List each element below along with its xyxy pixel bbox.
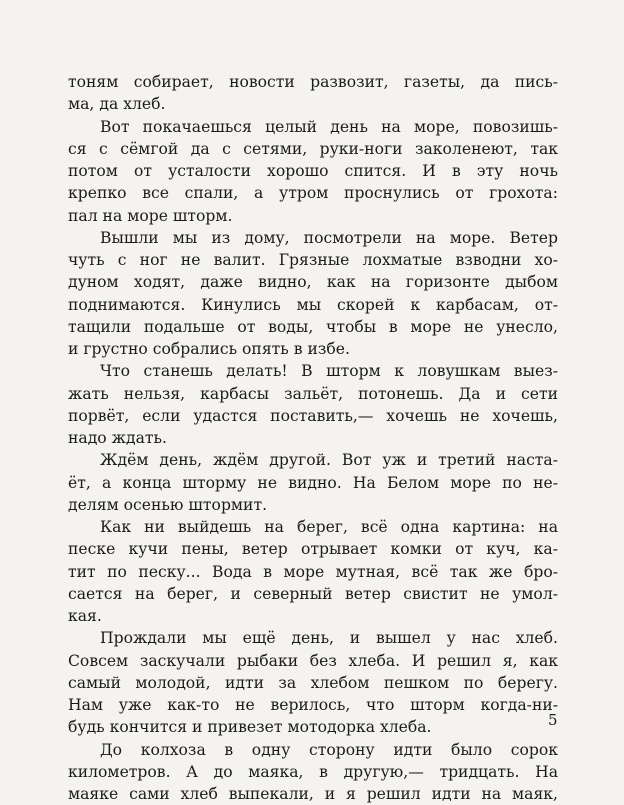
text-line: До колхоза в одну сторону идти было сорок — [100, 740, 558, 759]
text-line: поднимаются. Кинулись мы скорей к карбасам, от- — [68, 295, 558, 314]
body-text — [68, 71, 558, 805]
text-line: тащили подальше от воды, чтобы в море не унесло, — [68, 317, 558, 336]
text-line: будь кончится и привезет мотодорка хлеба. — [68, 718, 432, 737]
text-line: пал на море шторм. — [68, 206, 233, 225]
page-number: 5 — [548, 711, 558, 729]
text-line: Ждём день, ждём другой. Вот уж и третий наста- — [100, 451, 558, 470]
text-line: Вот покачаешься целый день на море, повозишь- — [100, 117, 558, 136]
text-line: самый молодой, идти за хлебом пешком по берегу. — [68, 673, 558, 692]
text-line: тит по песку... Вода в море мутная, всё так же бро- — [68, 562, 558, 581]
text-line: чуть с ног не валит. Грязные лохматые взводни хо- — [68, 251, 558, 269]
text-line: Вышли мы из дому, посмотрели на море. Ветер — [100, 228, 558, 247]
text-line: ёт, а конца шторму не видно. На Белом море по не- — [68, 473, 558, 492]
text-line: потом от усталости хорошо спится. И в эту ночь — [68, 162, 558, 180]
text-line: песке кучи пены, ветер отрывает комки от куч, ка- — [68, 540, 558, 559]
text-line: крепко все спали, а утром проснулись от грохота: — [68, 184, 558, 203]
text-line: сается на берег, и северный ветер свистит не умол- — [68, 584, 558, 603]
text-line: кая. — [68, 607, 102, 625]
text-line: дуном ходят, даже видно, как на горизонте дыбом — [68, 273, 558, 292]
text-line: Как ни выйдешь на берег, всё одна картина: на — [100, 518, 558, 536]
text-line: ся с сёмгой да с сетями, руки-ноги заколенеют, так — [68, 139, 558, 158]
text-line: порвёт, если удастся поставить,— хочешь не хочешь, — [68, 406, 558, 425]
text-line: делям осенью штормит. — [68, 495, 268, 514]
text-line: ма, да хлеб. — [68, 95, 166, 114]
text-line: километров. А до маяка, в другую,— тридцать. На — [68, 762, 558, 781]
text-line: тоням собирает, новости развозит, газеты, да пись- — [68, 73, 558, 91]
text-line: надо ждать. — [68, 429, 167, 447]
text-line: Прождали мы ещё день, и вышел у нас хлеб. — [100, 629, 558, 648]
text-line: маяке сами хлеб выпекали, и я решил идти на маяк, — [68, 785, 558, 803]
text-line: и грустно собрались опять в избе. — [68, 340, 350, 358]
text-line: жать нельзя, карбасы зальёт, потонешь. Да и сети — [68, 384, 558, 403]
text-line: Совсем заскучали рыбаки без хлеба. И решил я, как — [68, 651, 558, 670]
text-line: Что станешь делать! В шторм к ловушкам выез- — [100, 362, 558, 381]
text-line: Нам уже как-то не верилось, что шторм когда-ни- — [68, 696, 558, 714]
